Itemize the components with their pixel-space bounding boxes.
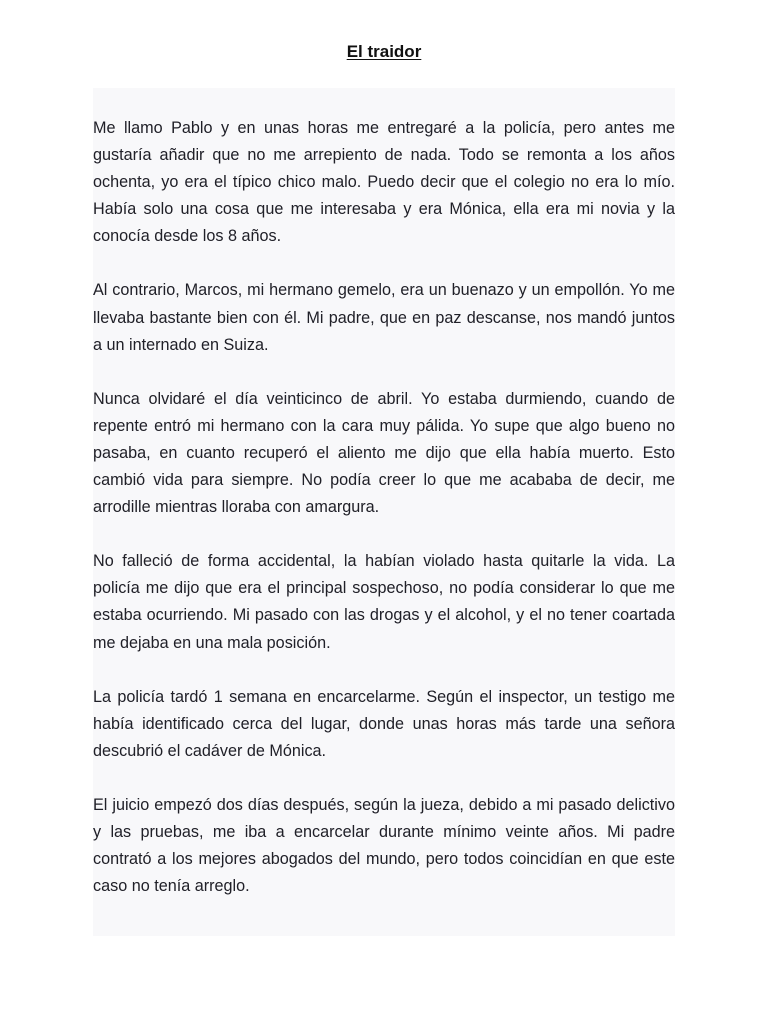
text-body [93, 88, 675, 936]
paragraph-1: Me llamo Pablo y en unas horas me entregaré a la policía, pero antes me gustaría añadir que no me arrepiento de nada. Todo se remonta a los años ochenta, yo era el típico chico malo. Puedo decir que el colegio no era lo mío. Había solo una cosa que me interesaba y era Mónica, ella era mi novia y la conocía desde los 8 años. [93, 119, 675, 246]
paragraph-3: Nunca olvidaré el día veinticinco de abril. Yo estaba durmiendo, cuando de repente entró mi hermano con la cara muy pálida. Yo supe que algo bueno no pasaba, en cuanto recuperó el aliento me dijo que ella había muerto. Esto cambió vida para siempre. No podía creer lo que me acababa de decir, me arrodille mientras lloraba con amargura. [93, 389, 675, 517]
paragraph-2: Al contrario, Marcos, mi hermano gemelo, era un buenazo y un empollón. Yo me llevaba bastante bien con él. Mi padre, que en paz descanse, nos mandó juntos a un internado en Suiza. [93, 281, 675, 354]
paragraph-6: El juicio empezó dos días después, según la jueza, debido a mi pasado delictivo y las pruebas, me iba a encarcelar durante mínimo veinte años. Mi padre contrató a los mejores abogados del mundo, pero todos coincidían en que este caso no tenía arreglo. [93, 795, 675, 896]
paragraph-5: La policía tardó 1 semana en encarcelarme. Según el inspector, un testigo me había identificado cerca del lugar, donde unas horas más tarde una señora descubrió el cadáver de Mónica. [93, 687, 675, 760]
body-text [93, 115, 675, 927]
paragraph-4: No falleció de forma accidental, la habían violado hasta quitarle la vida. La policía me dijo que era el principal sospechoso, no podía considerar lo que me estaba ocurriendo. Mi pasado con las drogas y el alcohol, y el no tener coartada me dejaba en una mala posición. [93, 552, 675, 652]
document-title: El traidor [346, 42, 422, 61]
